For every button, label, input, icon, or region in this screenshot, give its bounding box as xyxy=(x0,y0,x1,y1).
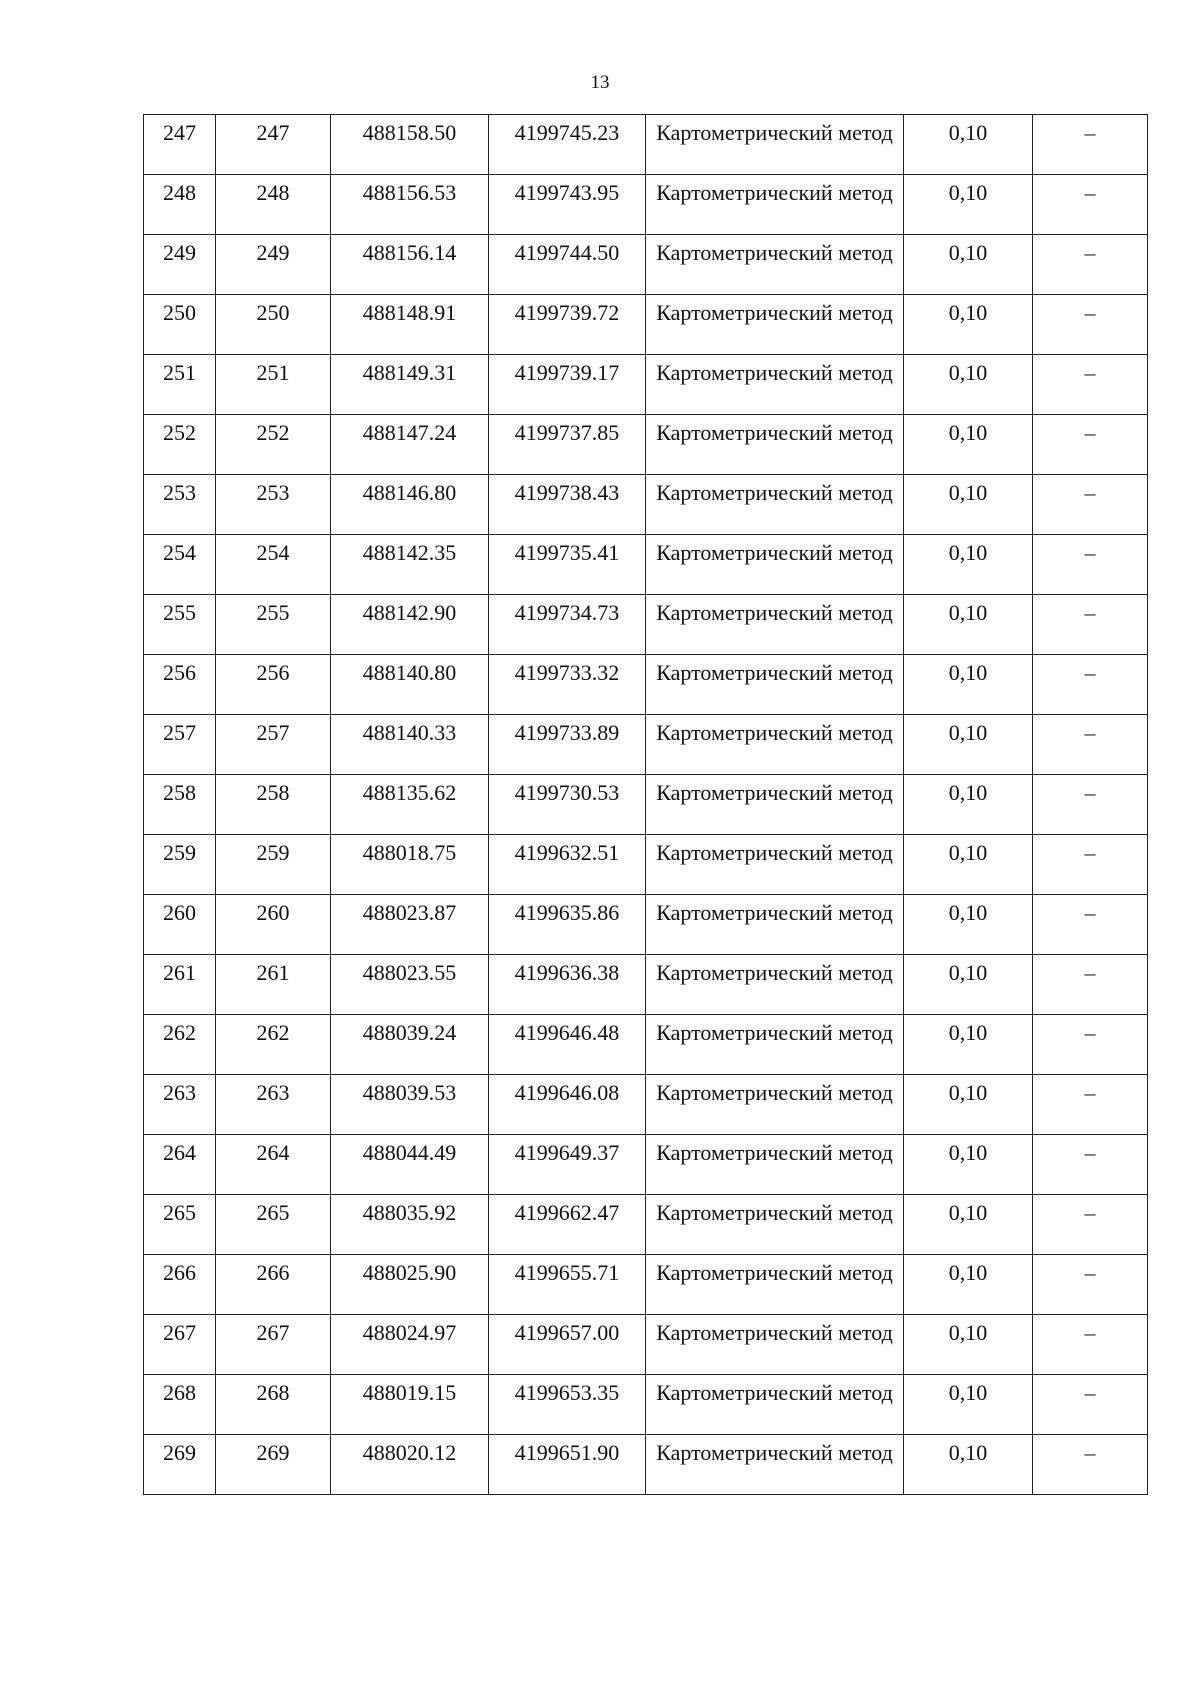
x-coordinate-cell: 488142.90 xyxy=(331,595,489,655)
x-coordinate-cell: 488039.24 xyxy=(331,1015,489,1075)
note-cell: – xyxy=(1033,175,1148,235)
point-id-cell: 252 xyxy=(216,415,331,475)
point-id-cell: 259 xyxy=(216,835,331,895)
y-coordinate-cell: 4199653.35 xyxy=(489,1375,646,1435)
note-cell: – xyxy=(1033,1135,1148,1195)
accuracy-cell: 0,10 xyxy=(904,1255,1033,1315)
accuracy-cell: 0,10 xyxy=(904,535,1033,595)
table-row xyxy=(144,1075,1148,1135)
y-coordinate-cell: 4199744.50 xyxy=(489,235,646,295)
table-row xyxy=(144,775,1148,835)
note-cell: – xyxy=(1033,835,1148,895)
table-row xyxy=(144,655,1148,715)
note-cell: – xyxy=(1033,895,1148,955)
note-cell: – xyxy=(1033,475,1148,535)
point-id-cell: 257 xyxy=(216,715,331,775)
table-body xyxy=(144,115,1148,1495)
x-coordinate-cell: 488140.33 xyxy=(331,715,489,775)
y-coordinate-cell: 4199743.95 xyxy=(489,175,646,235)
point-id-cell: 267 xyxy=(216,1315,331,1375)
table-row xyxy=(144,295,1148,355)
table-row xyxy=(144,835,1148,895)
point-number-cell: 267 xyxy=(144,1315,216,1375)
point-id-cell: 250 xyxy=(216,295,331,355)
x-coordinate-cell: 488142.35 xyxy=(331,535,489,595)
point-number-cell: 255 xyxy=(144,595,216,655)
method-cell: Картометрический метод xyxy=(646,115,904,175)
page-number: 13 xyxy=(590,72,610,93)
table-row xyxy=(144,595,1148,655)
x-coordinate-cell: 488158.50 xyxy=(331,115,489,175)
y-coordinate-cell: 4199733.89 xyxy=(489,715,646,775)
point-id-cell: 268 xyxy=(216,1375,331,1435)
point-id-cell: 260 xyxy=(216,895,331,955)
table-row xyxy=(144,1255,1148,1315)
point-number-cell: 262 xyxy=(144,1015,216,1075)
method-cell: Картометрический метод xyxy=(646,1255,904,1315)
method-cell: Картометрический метод xyxy=(646,775,904,835)
coordinates-table xyxy=(143,114,1148,1495)
table-row xyxy=(144,115,1148,175)
note-cell: – xyxy=(1033,415,1148,475)
y-coordinate-cell: 4199632.51 xyxy=(489,835,646,895)
note-cell: – xyxy=(1033,955,1148,1015)
x-coordinate-cell: 488156.14 xyxy=(331,235,489,295)
point-number-cell: 252 xyxy=(144,415,216,475)
method-cell: Картометрический метод xyxy=(646,355,904,415)
point-id-cell: 264 xyxy=(216,1135,331,1195)
method-cell: Картометрический метод xyxy=(646,1315,904,1375)
x-coordinate-cell: 488148.91 xyxy=(331,295,489,355)
accuracy-cell: 0,10 xyxy=(904,835,1033,895)
table-row xyxy=(144,475,1148,535)
table-row xyxy=(144,895,1148,955)
y-coordinate-cell: 4199739.17 xyxy=(489,355,646,415)
accuracy-cell: 0,10 xyxy=(904,955,1033,1015)
point-number-cell: 257 xyxy=(144,715,216,775)
accuracy-cell: 0,10 xyxy=(904,475,1033,535)
point-id-cell: 254 xyxy=(216,535,331,595)
accuracy-cell: 0,10 xyxy=(904,715,1033,775)
x-coordinate-cell: 488149.31 xyxy=(331,355,489,415)
accuracy-cell: 0,10 xyxy=(904,895,1033,955)
point-number-cell: 251 xyxy=(144,355,216,415)
note-cell: – xyxy=(1033,595,1148,655)
table-row xyxy=(144,1135,1148,1195)
note-cell: – xyxy=(1033,1255,1148,1315)
x-coordinate-cell: 488023.55 xyxy=(331,955,489,1015)
method-cell: Картометрический метод xyxy=(646,1015,904,1075)
method-cell: Картометрический метод xyxy=(646,655,904,715)
note-cell: – xyxy=(1033,115,1148,175)
point-id-cell: 255 xyxy=(216,595,331,655)
method-cell: Картометрический метод xyxy=(646,475,904,535)
accuracy-cell: 0,10 xyxy=(904,355,1033,415)
accuracy-cell: 0,10 xyxy=(904,1375,1033,1435)
table-row xyxy=(144,535,1148,595)
y-coordinate-cell: 4199739.72 xyxy=(489,295,646,355)
point-number-cell: 249 xyxy=(144,235,216,295)
y-coordinate-cell: 4199733.32 xyxy=(489,655,646,715)
table-row xyxy=(144,415,1148,475)
point-number-cell: 250 xyxy=(144,295,216,355)
x-coordinate-cell: 488025.90 xyxy=(331,1255,489,1315)
point-id-cell: 253 xyxy=(216,475,331,535)
method-cell: Картометрический метод xyxy=(646,955,904,1015)
accuracy-cell: 0,10 xyxy=(904,595,1033,655)
point-number-cell: 259 xyxy=(144,835,216,895)
table-row xyxy=(144,175,1148,235)
table-row xyxy=(144,1315,1148,1375)
table-row xyxy=(144,1375,1148,1435)
x-coordinate-cell: 488024.97 xyxy=(331,1315,489,1375)
point-number-cell: 266 xyxy=(144,1255,216,1315)
point-id-cell: 265 xyxy=(216,1195,331,1255)
x-coordinate-cell: 488035.92 xyxy=(331,1195,489,1255)
accuracy-cell: 0,10 xyxy=(904,1135,1033,1195)
method-cell: Картометрический метод xyxy=(646,1075,904,1135)
point-id-cell: 266 xyxy=(216,1255,331,1315)
note-cell: – xyxy=(1033,715,1148,775)
y-coordinate-cell: 4199636.38 xyxy=(489,955,646,1015)
method-cell: Картометрический метод xyxy=(646,175,904,235)
note-cell: – xyxy=(1033,235,1148,295)
table-row xyxy=(144,1435,1148,1495)
point-id-cell: 256 xyxy=(216,655,331,715)
method-cell: Картометрический метод xyxy=(646,1375,904,1435)
note-cell: – xyxy=(1033,1315,1148,1375)
x-coordinate-cell: 488044.49 xyxy=(331,1135,489,1195)
y-coordinate-cell: 4199646.48 xyxy=(489,1015,646,1075)
point-number-cell: 269 xyxy=(144,1435,216,1495)
method-cell: Картометрический метод xyxy=(646,235,904,295)
x-coordinate-cell: 488156.53 xyxy=(331,175,489,235)
x-coordinate-cell: 488135.62 xyxy=(331,775,489,835)
y-coordinate-cell: 4199734.73 xyxy=(489,595,646,655)
y-coordinate-cell: 4199745.23 xyxy=(489,115,646,175)
point-number-cell: 260 xyxy=(144,895,216,955)
point-id-cell: 247 xyxy=(216,115,331,175)
y-coordinate-cell: 4199657.00 xyxy=(489,1315,646,1375)
note-cell: – xyxy=(1033,1375,1148,1435)
note-cell: – xyxy=(1033,1075,1148,1135)
table-row xyxy=(144,955,1148,1015)
method-cell: Картометрический метод xyxy=(646,835,904,895)
x-coordinate-cell: 488147.24 xyxy=(331,415,489,475)
accuracy-cell: 0,10 xyxy=(904,1195,1033,1255)
point-id-cell: 249 xyxy=(216,235,331,295)
accuracy-cell: 0,10 xyxy=(904,1075,1033,1135)
point-number-cell: 264 xyxy=(144,1135,216,1195)
point-number-cell: 253 xyxy=(144,475,216,535)
x-coordinate-cell: 488039.53 xyxy=(331,1075,489,1135)
accuracy-cell: 0,10 xyxy=(904,235,1033,295)
y-coordinate-cell: 4199649.37 xyxy=(489,1135,646,1195)
accuracy-cell: 0,10 xyxy=(904,1015,1033,1075)
accuracy-cell: 0,10 xyxy=(904,1315,1033,1375)
method-cell: Картометрический метод xyxy=(646,595,904,655)
note-cell: – xyxy=(1033,1015,1148,1075)
point-id-cell: 248 xyxy=(216,175,331,235)
method-cell: Картометрический метод xyxy=(646,535,904,595)
point-number-cell: 263 xyxy=(144,1075,216,1135)
x-coordinate-cell: 488023.87 xyxy=(331,895,489,955)
x-coordinate-cell: 488018.75 xyxy=(331,835,489,895)
x-coordinate-cell: 488146.80 xyxy=(331,475,489,535)
y-coordinate-cell: 4199730.53 xyxy=(489,775,646,835)
point-number-cell: 261 xyxy=(144,955,216,1015)
method-cell: Картометрический метод xyxy=(646,415,904,475)
y-coordinate-cell: 4199662.47 xyxy=(489,1195,646,1255)
point-id-cell: 262 xyxy=(216,1015,331,1075)
point-id-cell: 263 xyxy=(216,1075,331,1135)
accuracy-cell: 0,10 xyxy=(904,115,1033,175)
point-number-cell: 256 xyxy=(144,655,216,715)
point-number-cell: 268 xyxy=(144,1375,216,1435)
x-coordinate-cell: 488020.12 xyxy=(331,1435,489,1495)
y-coordinate-cell: 4199635.86 xyxy=(489,895,646,955)
method-cell: Картометрический метод xyxy=(646,1435,904,1495)
note-cell: – xyxy=(1033,355,1148,415)
accuracy-cell: 0,10 xyxy=(904,1435,1033,1495)
note-cell: – xyxy=(1033,655,1148,715)
point-id-cell: 251 xyxy=(216,355,331,415)
table-row xyxy=(144,1015,1148,1075)
method-cell: Картометрический метод xyxy=(646,895,904,955)
table-row xyxy=(144,235,1148,295)
x-coordinate-cell: 488019.15 xyxy=(331,1375,489,1435)
y-coordinate-cell: 4199651.90 xyxy=(489,1435,646,1495)
x-coordinate-cell: 488140.80 xyxy=(331,655,489,715)
note-cell: – xyxy=(1033,1435,1148,1495)
y-coordinate-cell: 4199737.85 xyxy=(489,415,646,475)
point-number-cell: 248 xyxy=(144,175,216,235)
point-number-cell: 265 xyxy=(144,1195,216,1255)
accuracy-cell: 0,10 xyxy=(904,415,1033,475)
point-id-cell: 261 xyxy=(216,955,331,1015)
y-coordinate-cell: 4199738.43 xyxy=(489,475,646,535)
note-cell: – xyxy=(1033,775,1148,835)
accuracy-cell: 0,10 xyxy=(904,295,1033,355)
table-row xyxy=(144,355,1148,415)
method-cell: Картометрический метод xyxy=(646,1195,904,1255)
method-cell: Картометрический метод xyxy=(646,715,904,775)
accuracy-cell: 0,10 xyxy=(904,775,1033,835)
point-number-cell: 247 xyxy=(144,115,216,175)
table-row xyxy=(144,1195,1148,1255)
accuracy-cell: 0,10 xyxy=(904,655,1033,715)
point-id-cell: 258 xyxy=(216,775,331,835)
method-cell: Картометрический метод xyxy=(646,295,904,355)
accuracy-cell: 0,10 xyxy=(904,175,1033,235)
method-cell: Картометрический метод xyxy=(646,1135,904,1195)
point-number-cell: 258 xyxy=(144,775,216,835)
note-cell: – xyxy=(1033,1195,1148,1255)
point-id-cell: 269 xyxy=(216,1435,331,1495)
y-coordinate-cell: 4199646.08 xyxy=(489,1075,646,1135)
y-coordinate-cell: 4199735.41 xyxy=(489,535,646,595)
y-coordinate-cell: 4199655.71 xyxy=(489,1255,646,1315)
note-cell: – xyxy=(1033,295,1148,355)
table-row xyxy=(144,715,1148,775)
point-number-cell: 254 xyxy=(144,535,216,595)
note-cell: – xyxy=(1033,535,1148,595)
